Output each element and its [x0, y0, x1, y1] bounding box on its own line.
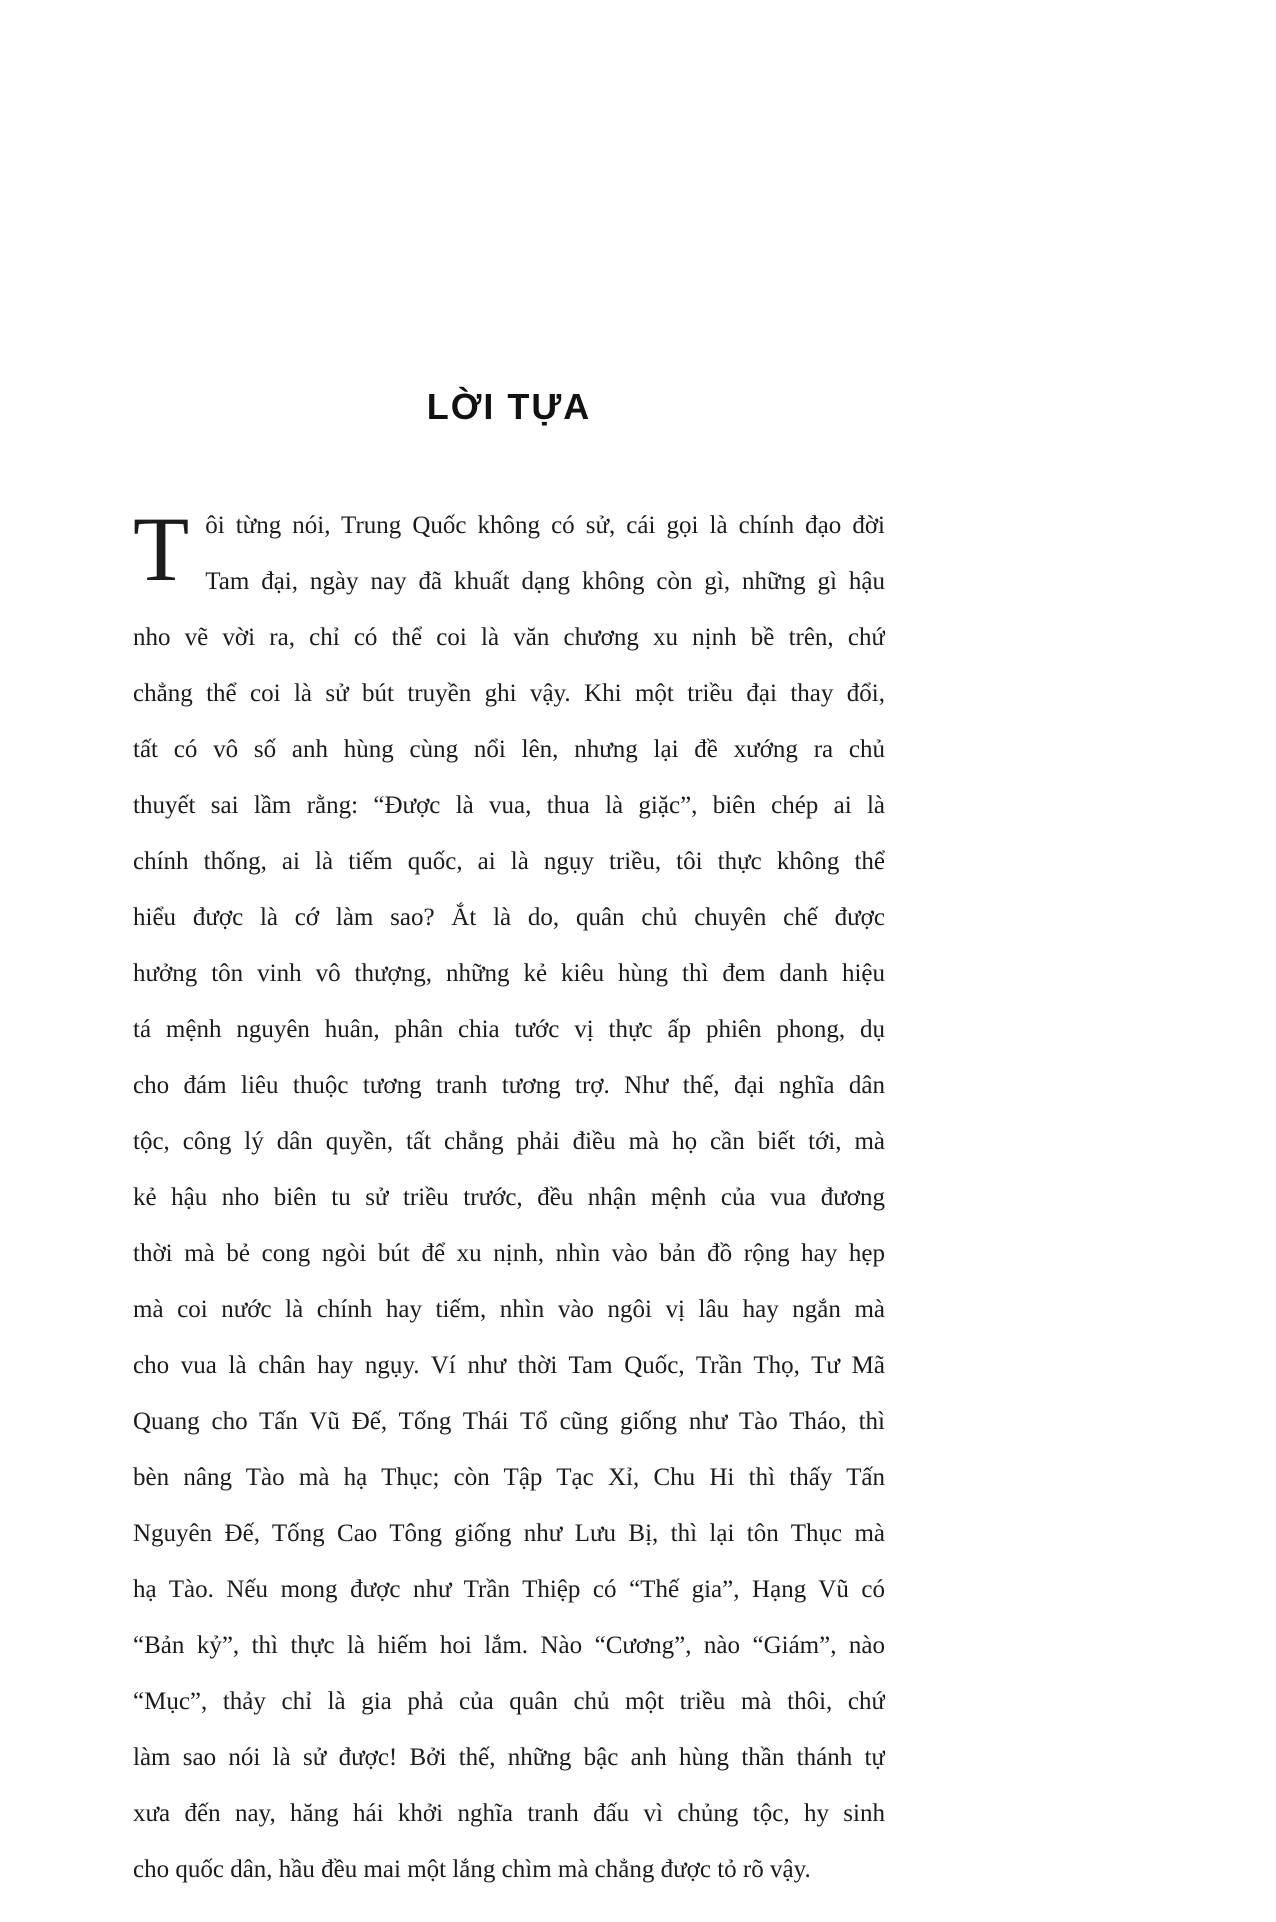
page-title: LỜI TỰA	[426, 386, 592, 427]
text-line: tất có vô số anh hùng cùng nổi lên, nhưng lại đề xướng ra chủ	[133, 736, 885, 763]
text-line: “Bản kỷ”, thì thực là hiếm hoi lắm. Nào “Cương”, nào “Giám”, nào	[133, 1632, 885, 1659]
text-line: tộc, công lý dân quyền, tất chẳng phải điều mà họ cần biết tới, mà	[133, 1128, 885, 1155]
text-line: ôi từng nói, Trung Quốc không có sử, cái gọi là chính đạo đời	[205, 512, 885, 539]
text-line: cho vua là chân hay ngụy. Ví như thời Tam Quốc, Trần Thọ, Tư Mã	[133, 1352, 885, 1379]
text-line: xưa đến nay, hăng hái khởi nghĩa tranh đấu vì chủng tộc, hy sinh	[133, 1800, 885, 1827]
body-text	[133, 498, 885, 1898]
text-line: “Mục”, thảy chỉ là gia phả của quân chủ một triều mà thôi, chứ	[133, 1688, 885, 1715]
text-line: mà coi nước là chính hay tiếm, nhìn vào ngôi vị lâu hay ngắn mà	[133, 1296, 885, 1323]
text-line: cho quốc dân, hầu đều mai một lắng chìm mà chẳng được tỏ rõ vậy.	[133, 1856, 811, 1883]
drop-cap: T	[133, 498, 190, 600]
text-line: chẳng thể coi là sử bút truyền ghi vậy. Khi một triều đại thay đổi,	[133, 680, 885, 707]
text-line: nho vẽ vời ra, chỉ có thể coi là văn chương xu nịnh bề trên, chứ	[133, 624, 885, 651]
text-line: Quang cho Tấn Vũ Đế, Tống Thái Tổ cũng giống như Tào Tháo, thì	[133, 1408, 885, 1435]
text-line: thuyết sai lầm rằng: “Được là vua, thua là giặc”, biên chép ai là	[133, 792, 885, 819]
text-line: thời mà bẻ cong ngòi bút để xu nịnh, nhìn vào bản đồ rộng hay hẹp	[133, 1240, 885, 1267]
text-line: tá mệnh nguyên huân, phân chia tước vị thực ấp phiên phong, dụ	[133, 1016, 885, 1043]
text-line: làm sao nói là sử được! Bởi thế, những bậc anh hùng thần thánh tự	[133, 1744, 885, 1771]
text-line: Tam đại, ngày nay đã khuất dạng không còn gì, những gì hậu	[205, 568, 885, 595]
text-line: hạ Tào. Nếu mong được như Trần Thiệp có “Thế gia”, Hạng Vũ có	[133, 1576, 885, 1603]
text-line: hưởng tôn vinh vô thượng, những kẻ kiêu hùng thì đem danh hiệu	[133, 960, 885, 987]
text-line: cho đám liêu thuộc tương tranh tương trợ. Như thế, đại nghĩa dân	[133, 1072, 885, 1099]
text-line: Nguyên Đế, Tống Cao Tông giống như Lưu Bị, thì lại tôn Thục mà	[133, 1520, 885, 1547]
text-line: hiểu được là cớ làm sao? Ắt là do, quân chủ chuyên chế được	[133, 904, 885, 931]
text-line: kẻ hậu nho biên tu sử triều trước, đều nhận mệnh của vua đương	[133, 1184, 885, 1211]
text-line: bèn nâng Tào mà hạ Thục; còn Tập Tạc Xỉ, Chu Hi thì thấy Tấn	[133, 1464, 885, 1491]
paragraph	[133, 498, 885, 1898]
text-line: chính thống, ai là tiếm quốc, ai là ngụy triều, tôi thực không thể	[133, 848, 885, 875]
